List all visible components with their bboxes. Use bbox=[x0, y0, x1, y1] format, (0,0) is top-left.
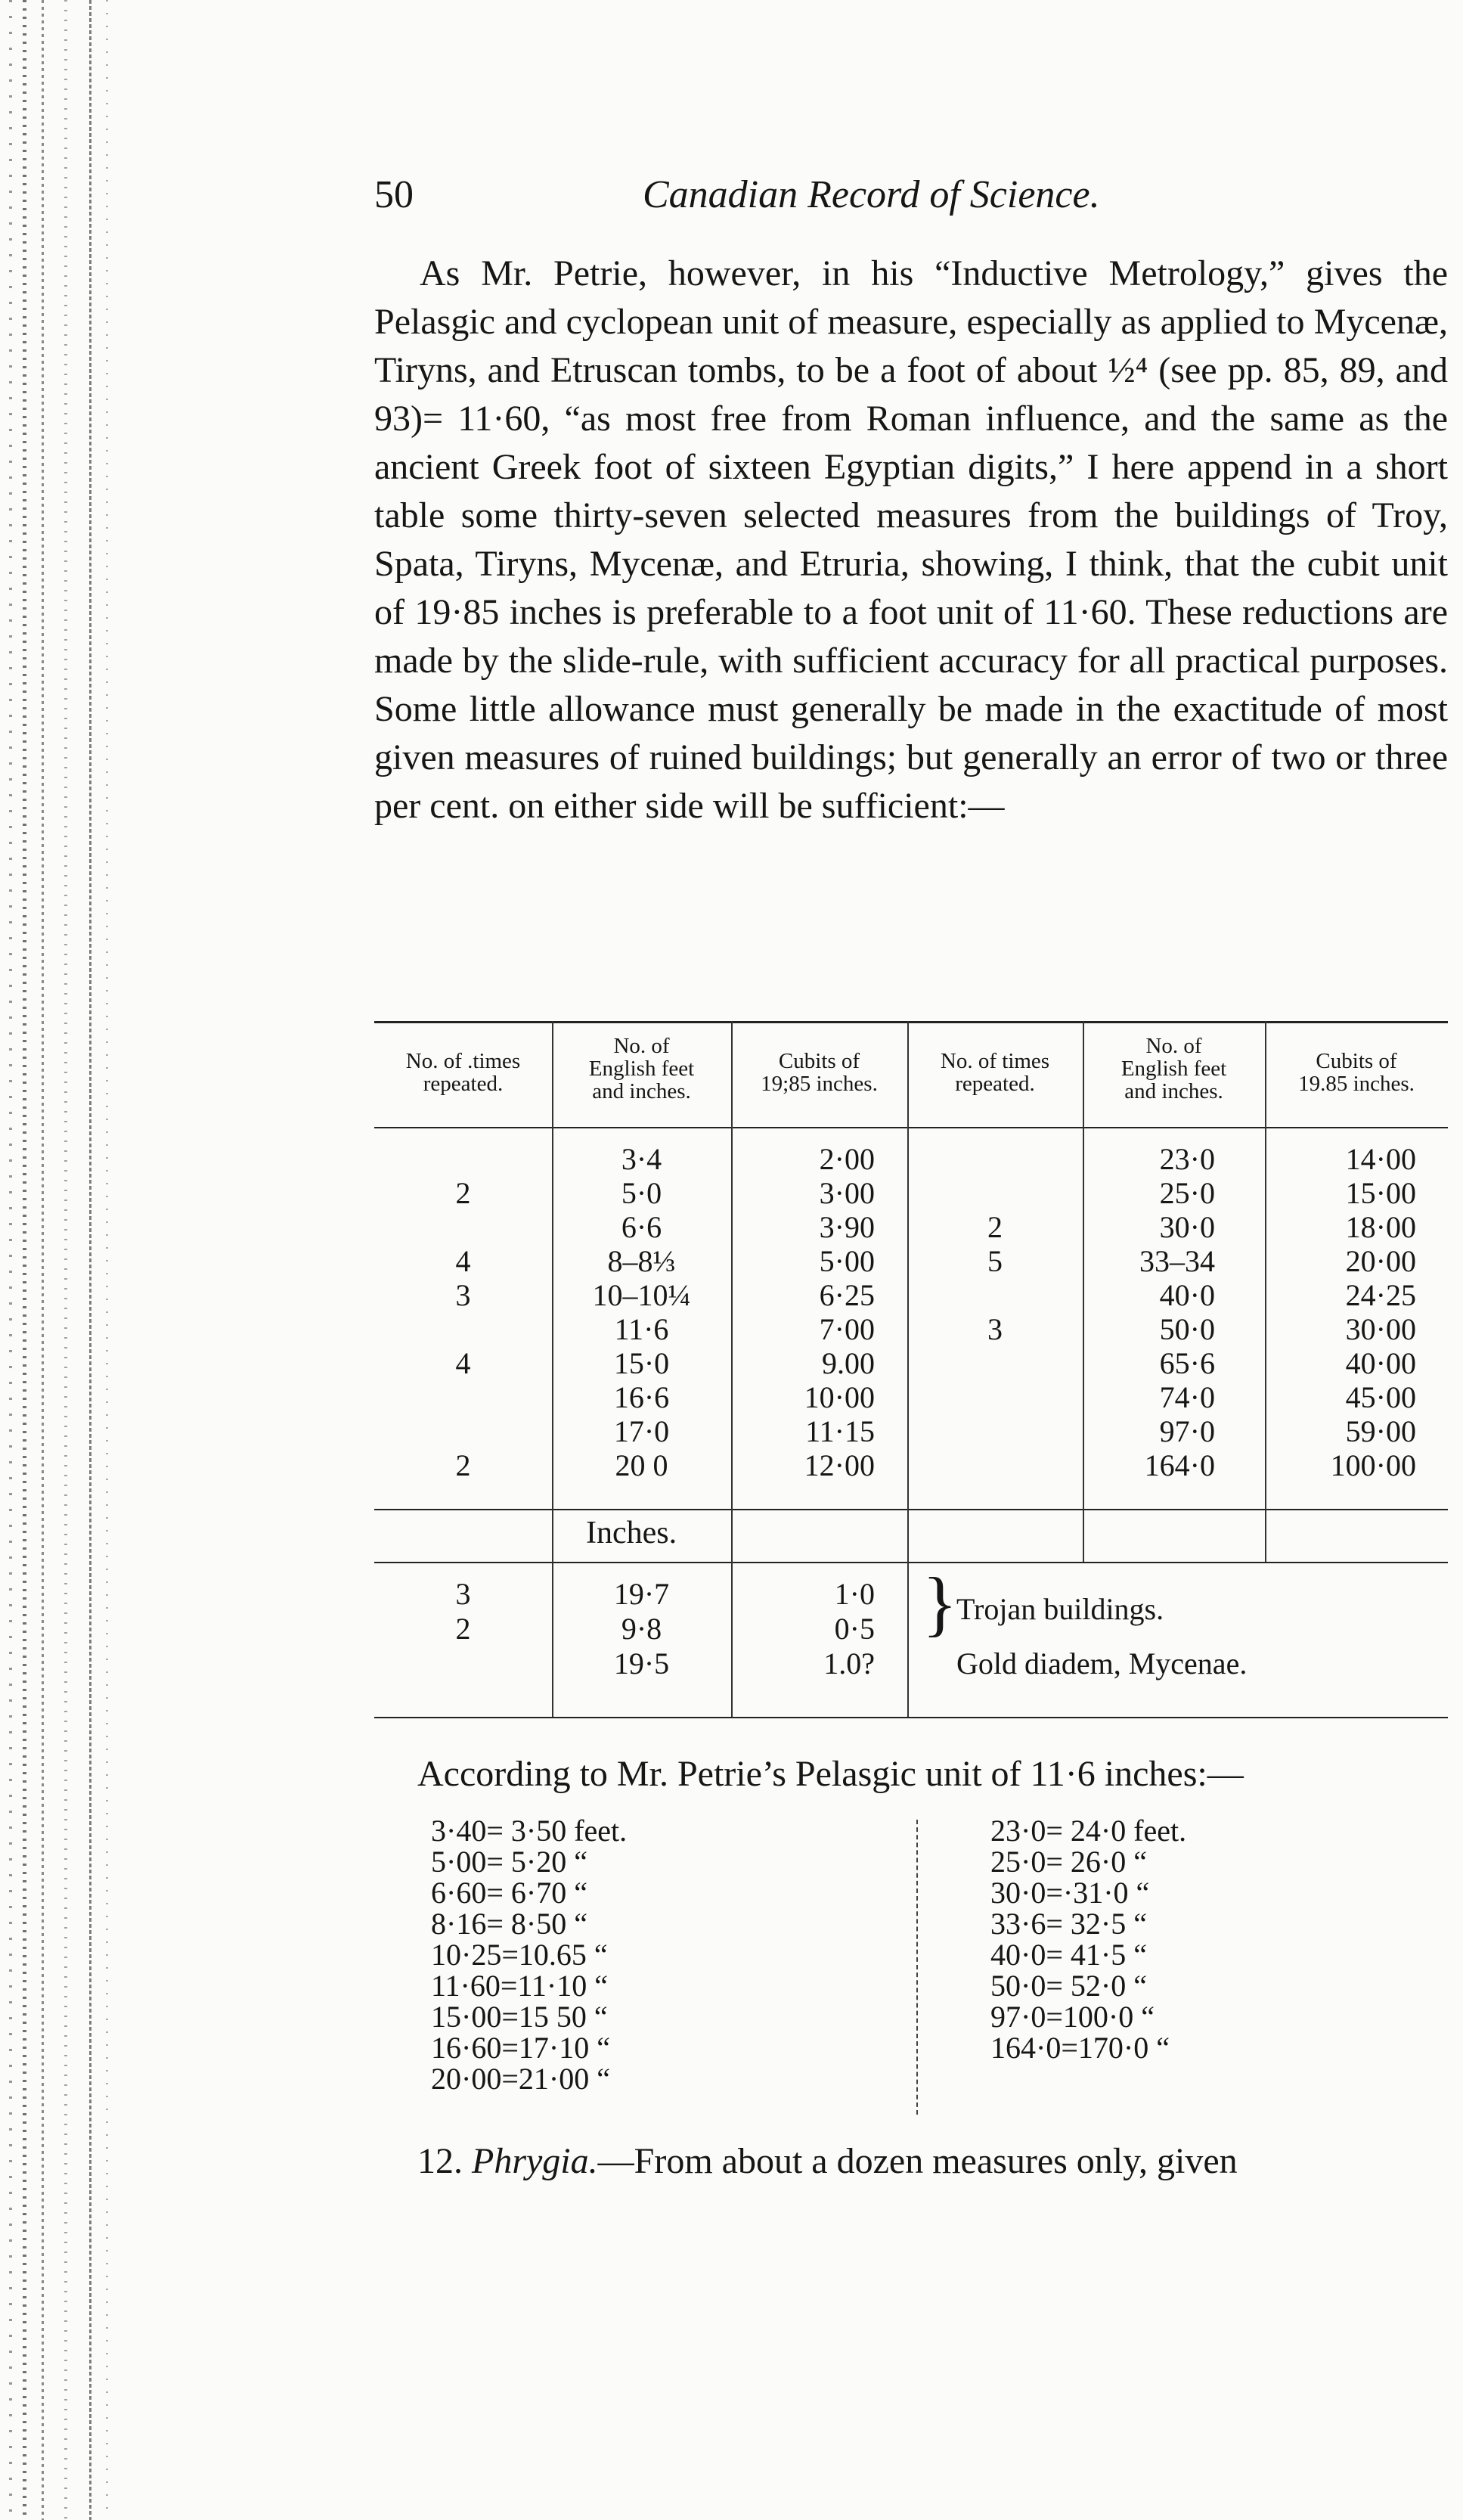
section-text: —From about a dozen measures only, given bbox=[597, 2141, 1238, 2181]
section-title: Phrygia. bbox=[472, 2141, 598, 2181]
header-line: Cubits of bbox=[778, 1049, 860, 1073]
table-cell: 97·0 bbox=[1159, 1414, 1215, 1448]
table-cell: 0·5 bbox=[834, 1612, 875, 1646]
table-cell: 3 bbox=[455, 1577, 471, 1611]
header-line: English feet bbox=[1120, 1057, 1227, 1081]
conversion-line: 10·25=10.65 “ bbox=[431, 1938, 608, 1972]
conversion-heading: According to Mr. Petrie’s Pelasgic unit of 11·6 inches:— bbox=[417, 1754, 1244, 1794]
col-rule-3 bbox=[907, 1021, 909, 1717]
measures-table bbox=[374, 1021, 1448, 1724]
section-phrygia bbox=[417, 2140, 1238, 2182]
table-bottom-rule bbox=[374, 1717, 1448, 1718]
table-inches-rule bbox=[374, 1509, 1448, 1510]
table-cell: 8–8⅓ bbox=[607, 1244, 676, 1278]
table-cell: 5 bbox=[987, 1244, 1003, 1278]
header-line: and inches. bbox=[592, 1079, 691, 1103]
table-cell: 18·00 bbox=[1345, 1210, 1416, 1244]
table-cell: 11·15 bbox=[805, 1414, 875, 1448]
table-cell: 40·00 bbox=[1345, 1346, 1416, 1380]
scanned-binding-edge bbox=[0, 0, 125, 2520]
table-cell: 6·25 bbox=[819, 1278, 875, 1312]
table-cell: 25·0 bbox=[1159, 1176, 1215, 1210]
body-paragraph-text: As Mr. Petrie, however, in his “Inductive Metrology,” gives the Pelasgic and cyclopean unit of measure, especially as applied to Mycenæ, Tiryns, and Etruscan tombs, to be a foot of about ½⁴ (see pp. 85, 89, and 93)= 11·60, “as most free from Roman influence, and the same as the ancient Greek foot of sixteen Egyptian digits,” I here append in a short table some thirty-seven selected measures from the buildings of Troy, Spata, Tiryns, Mycenæ, and Etruria, showing, I think, that the cubit unit of 19·85 inches is preferable to a foot unit of 11·60. These reductions are made by the slide-rule, with sufficient accuracy for all practical purposes. Some little allowance must generally be made in the exactitude of most given measures of ruined buildings; but generally an error of two or three per cent. on either side will be sufficient:— bbox=[374, 253, 1448, 826]
header-cubits-right bbox=[1265, 1050, 1448, 1095]
table-cell: 10–10¼ bbox=[592, 1278, 691, 1312]
conversion-line: 164·0=170·0 “ bbox=[990, 2031, 1170, 2065]
table-cell: 15·00 bbox=[1345, 1176, 1416, 1210]
table-cell: 1.0? bbox=[823, 1646, 875, 1681]
table-cell: 15·0 bbox=[613, 1346, 670, 1380]
table-cell: 16·6 bbox=[613, 1380, 670, 1414]
table-cell: 74·0 bbox=[1159, 1380, 1215, 1414]
table-cell: 12·00 bbox=[804, 1448, 875, 1482]
header-line: and inches. bbox=[1124, 1079, 1223, 1103]
body-paragraph bbox=[374, 250, 1448, 830]
table-cell: 164·0 bbox=[1144, 1448, 1215, 1482]
table-cell: 3 bbox=[455, 1278, 471, 1312]
conversion-line: 50·0= 52·0 “ bbox=[990, 1969, 1147, 2003]
table-cell: 40·0 bbox=[1159, 1278, 1215, 1312]
header-line: English feet bbox=[588, 1057, 695, 1081]
table-cell: 7·00 bbox=[819, 1312, 875, 1346]
header-cubits-left bbox=[731, 1050, 907, 1095]
conversion-line: 25·0= 26·0 “ bbox=[990, 1845, 1147, 1879]
table-cell: 4 bbox=[455, 1244, 471, 1278]
table-cell: 20 0 bbox=[615, 1448, 668, 1482]
conversion-line: 11·60=11·10 “ bbox=[431, 1969, 608, 2003]
conversion-line: 5·00= 5·20 “ bbox=[431, 1845, 587, 1879]
table-cell: 30·0 bbox=[1159, 1210, 1215, 1244]
header-line: Cubits of bbox=[1316, 1049, 1397, 1073]
table-cell: 5·0 bbox=[621, 1176, 662, 1210]
table-cell: 20·00 bbox=[1345, 1244, 1416, 1278]
page-header bbox=[374, 172, 1433, 225]
conversion-line: 16·60=17·10 “ bbox=[431, 2031, 610, 2065]
table-cell: 30·00 bbox=[1345, 1312, 1416, 1346]
table-cell: 4 bbox=[455, 1346, 471, 1380]
table-cell: 14·00 bbox=[1345, 1142, 1416, 1176]
conversions-divider bbox=[916, 1820, 918, 2115]
table-cell: 2 bbox=[987, 1210, 1003, 1244]
header-feet-right bbox=[1083, 1035, 1265, 1103]
table-cell: 19·5 bbox=[613, 1646, 670, 1681]
header-line: No. of bbox=[1145, 1034, 1202, 1058]
header-line: repeated. bbox=[955, 1072, 1035, 1096]
header-line: No. of bbox=[613, 1034, 670, 1058]
header-line: 19;85 inches. bbox=[761, 1072, 878, 1096]
table-header-rule bbox=[374, 1127, 1448, 1128]
trojan-note: Trojan buildings. bbox=[956, 1592, 1164, 1626]
conversion-line: 20·00=21·00 “ bbox=[431, 2062, 610, 2096]
conversion-line: 6·60= 6·70 “ bbox=[431, 1876, 587, 1910]
table-cell: 2 bbox=[455, 1448, 471, 1482]
table-cell: 2 bbox=[455, 1176, 471, 1210]
table-lower-rule bbox=[374, 1562, 1448, 1563]
table-cell: 19·7 bbox=[613, 1577, 670, 1611]
table-cell: 5·00 bbox=[819, 1244, 875, 1278]
table-cell: 23·0 bbox=[1159, 1142, 1215, 1176]
conversion-line: 40·0= 41·5 “ bbox=[990, 1938, 1147, 1972]
conversion-line: 30·0=·31·0 “ bbox=[990, 1876, 1150, 1910]
conversion-line: 15·00=15 50 “ bbox=[431, 2000, 608, 2034]
table-cell: 17·0 bbox=[613, 1414, 670, 1448]
header-line: No. of .times bbox=[405, 1049, 521, 1073]
header-line: 19.85 inches. bbox=[1298, 1072, 1415, 1096]
table-cell: 3·4 bbox=[621, 1142, 662, 1176]
table-cell: 24·25 bbox=[1345, 1278, 1416, 1312]
running-head: Canadian Record of Science. bbox=[643, 173, 1100, 216]
header-times-right bbox=[907, 1050, 1083, 1095]
table-cell: 10·00 bbox=[804, 1380, 875, 1414]
table-cell: 9.00 bbox=[822, 1346, 875, 1380]
table-cell: 1·0 bbox=[834, 1577, 875, 1611]
conversion-line: 97·0=100·0 “ bbox=[990, 2000, 1155, 2034]
table-cell: 45·00 bbox=[1345, 1380, 1416, 1414]
table-cell: 3·00 bbox=[819, 1176, 875, 1210]
header-times-left bbox=[374, 1050, 552, 1095]
conversion-line: 33·6= 32·5 “ bbox=[990, 1907, 1147, 1941]
page-number: 50 bbox=[374, 173, 414, 216]
header-line: No. of times bbox=[940, 1049, 1050, 1073]
table-cell: 9·8 bbox=[621, 1612, 662, 1646]
table-cell: 50·0 bbox=[1159, 1312, 1215, 1346]
header-line: repeated. bbox=[423, 1072, 504, 1096]
diadem-note: Gold diadem, Mycenae. bbox=[956, 1646, 1248, 1681]
table-cell: 6·6 bbox=[621, 1210, 662, 1244]
table-cell: 65·6 bbox=[1159, 1346, 1215, 1380]
table-cell: 3·90 bbox=[819, 1210, 875, 1244]
brace-symbol: } bbox=[922, 1563, 958, 1643]
table-cell: 2·00 bbox=[819, 1142, 875, 1176]
table-top-rule bbox=[374, 1021, 1448, 1023]
table-cell: 33–34 bbox=[1139, 1244, 1215, 1278]
header-feet-left bbox=[552, 1035, 731, 1103]
table-cell: 2 bbox=[455, 1612, 471, 1646]
section-number: 12. bbox=[417, 2141, 463, 2181]
inches-label: Inches. bbox=[586, 1516, 677, 1550]
table-cell: 3 bbox=[987, 1312, 1003, 1346]
conversion-line: 3·40= 3·50 feet. bbox=[431, 1814, 628, 1848]
table-cell: 59·00 bbox=[1345, 1414, 1416, 1448]
conversion-line: 23·0= 24·0 feet. bbox=[990, 1814, 1187, 1848]
conversion-line: 8·16= 8·50 “ bbox=[431, 1907, 587, 1941]
table-cell: 100·00 bbox=[1330, 1448, 1416, 1482]
table-cell: 11·6 bbox=[614, 1312, 669, 1346]
